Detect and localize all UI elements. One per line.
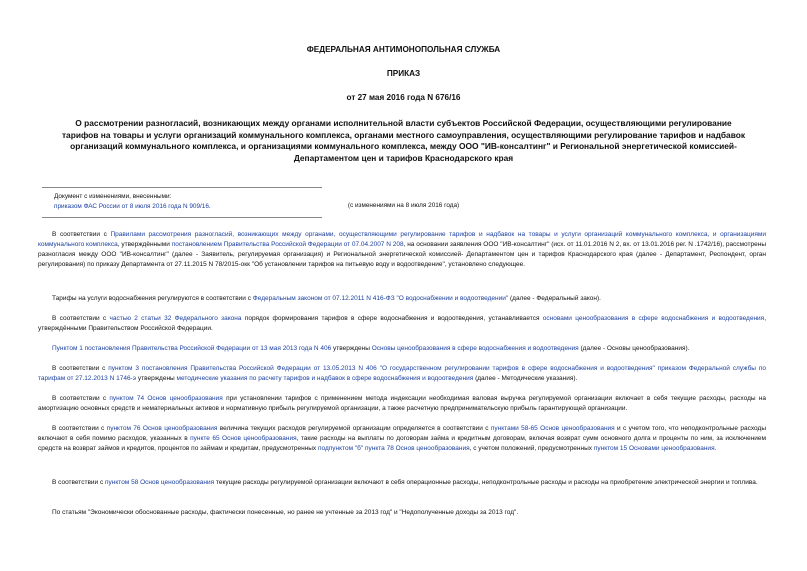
text: В соответствии с (52, 365, 109, 372)
amendments-note (54, 192, 211, 212)
text: при установлении тарифов с применением метода индексации необходимая валовая выручка регулируемой организации включает в себя текущие расходы, расходы на амортизацию основных средств и нематериальных активов и нормативную прибыль регулируемой организации, а также расчетную предпринимательскую прибыль гарантирующей организации. (38, 395, 766, 412)
item-15-link[interactable]: пунктом 15 Основами ценообразования (593, 445, 715, 452)
amendment-link[interactable]: приказом ФАС России от 8 июля 2016 года N 909/16 (54, 203, 209, 210)
title-line: тарифов на товары и услуги организаций коммунального комплекса, органами местного самоуправления, осуществляющими регулирование тарифов и надбавок (61, 129, 746, 140)
text: , утверждёнными Правительством Российской Федерации. (38, 315, 767, 332)
text: утверждены (331, 345, 372, 352)
federal-law-link[interactable]: Федеральным законом от 07.12.2011 N 416-ФЗ "О водоснабжении и водоотведении" (252, 295, 509, 302)
subitem-b-78-link[interactable]: подпунктом "б" пункта 78 Основ ценообразования (317, 445, 470, 452)
text: величина текущих расходов регулируемой организации определяется в соответствии с (217, 425, 491, 432)
text: В соответствии с (52, 231, 111, 238)
text: . (714, 445, 717, 452)
doc-date-number: от 27 мая 2016 года N 676/16 (346, 93, 461, 102)
paragraph (38, 364, 766, 384)
methodical-guidelines-link[interactable]: методические указания по расчету тарифов и надбавок в сфере водоснабжения и водоотведения (176, 375, 474, 382)
rules-link[interactable]: Правилами рассмотрения разногласий, возникающих между органами, осуществляющими регулирование тарифов и надбавок на товары и услуги организаций коммунального комплекса, и организациями коммунального комплекса (38, 231, 766, 248)
paragraph (38, 424, 766, 454)
law-article-link[interactable]: частью 2 статьи 32 Федерального закона (109, 315, 242, 322)
text: В соответствии с (52, 425, 107, 432)
amendment-end: . (208, 203, 211, 210)
divider (42, 217, 322, 218)
decree-406-link[interactable]: Пунктом 1 постановления Правительства Российской Федерации от 13 мая 2013 года N 406 (52, 345, 332, 352)
title-line: организаций коммунального комплекса, и организациями коммунального комплекса, между ООО "ИВ-консалтинг" и Региональной энергетической комиссией- (70, 141, 737, 151)
item-74-link[interactable]: пунктом 74 Основ ценообразования (109, 395, 223, 402)
text: По статьям "Экономически обоснованные расходы, фактически понесенные, но ранее не учтенные за 2013 год" и "Недополученные доходы за 2013 год". (52, 509, 519, 516)
paragraph (38, 478, 766, 488)
doc-type-heading: ПРИКАЗ (386, 69, 421, 78)
text: , такие расходы на выплаты по договорам займа и кредитным договорам, включая возврат сумм основного долга и проценты по ним, за исключением средств на возврат займов и кредитов, процентов по займам и кредитам, предусмотренных (38, 435, 766, 452)
text: текущие расходы регулируемой организации включают в себя операционные расходы, неподконтрольные расходы и расходы на приобретение электрической энергии и топлива. (214, 479, 758, 486)
paragraph (38, 294, 766, 304)
item-65-link[interactable]: пункте 65 Основ ценообразования (190, 435, 297, 442)
paragraph (38, 314, 766, 334)
pricing-basics-link[interactable]: Основы ценообразования в сфере водоснабжения и водоотведения (371, 345, 579, 352)
text: , с учетом положений, предусмотренных (469, 445, 594, 452)
paragraph (38, 344, 766, 354)
items-58-65-link[interactable]: пунктами 58-65 Основ ценообразования (490, 425, 615, 432)
item-76-link[interactable]: пунктом 76 Основ ценообразования (106, 425, 218, 432)
text: и с учетом того, что неподконтрольные расходы включают в себя помимо расходов, указанных в (38, 425, 766, 442)
title-line: О рассмотрении разногласий, возникающих между органами исполнительной власти субъектов Российской Федерации, осуществляющими регулирование (75, 118, 732, 128)
text: , на основании заявления ООО "ИВ-консалтинг" (исх. от 11.01.2016 N 2, вх. от 13.01.2016 рег. N .1742/16), рассмотрены разногласия между ООО "ИВ-консалтинг" (далее - Заявитель, регулируемая организация) и Региональной энергетической комиссией- Департаментом цен и тарифов Краснодарского края (далее - Департамент, Респондент, орган регулирования) по приказу Департамента от 27.11.2015 N 78/2015-окк "Об установлении тарифов на питьевую воду и водоотведение", установлено следующее. (38, 241, 766, 268)
tariff-order-link[interactable]: пунктом 3 постановления Правительства Российской Федерации от 13.05.2013 N 406 "О государственном регулировании тарифов в сфере водоснабжения и водоотведения" приказом Федеральной службы по тарифам от 27.12.2013 N 1746-э (38, 365, 767, 382)
amendments-label: Документ с изменениями, внесенными: (54, 193, 172, 200)
text: (далее - Основы ценообразования). (578, 345, 690, 352)
text: порядок формирования тарифов в сфере водоснабжения и водоотведения, устанавливается (241, 315, 543, 322)
paragraph (38, 394, 766, 414)
agency-heading: ФЕДЕРАЛЬНАЯ АНТИМОНОПОЛЬНАЯ СЛУЖБА (306, 45, 501, 54)
text: Тарифы на услуги водоснабжения регулируются в соответствии с (52, 295, 253, 302)
pricing-basics-link[interactable]: основами ценообразования в сфере водоснабжения и водоотведения (542, 315, 765, 322)
text: В соответствии с (52, 395, 110, 402)
government-decree-link[interactable]: постановлением Правительства Российской Федерации от 07.04.2007 N 208 (171, 241, 404, 248)
text: В соответствии с (52, 315, 110, 322)
paragraph (38, 230, 766, 270)
divider (42, 187, 322, 188)
text: (далее - Федеральный закон). (508, 295, 601, 302)
paragraph (38, 508, 766, 518)
text: В соответствии с (52, 479, 106, 486)
text: (далее - Методические указания). (473, 375, 578, 382)
title-line: Департаментом цен и тарифов Краснодарского края (293, 152, 514, 163)
text: утверждены (136, 375, 177, 382)
text: , утверждёнными (117, 241, 172, 248)
item-58-link[interactable]: пунктом 58 Основ ценообразования (105, 479, 215, 486)
changes-note: (с изменениями на 8 июля 2016 года) (347, 202, 460, 209)
doc-title (40, 118, 767, 164)
